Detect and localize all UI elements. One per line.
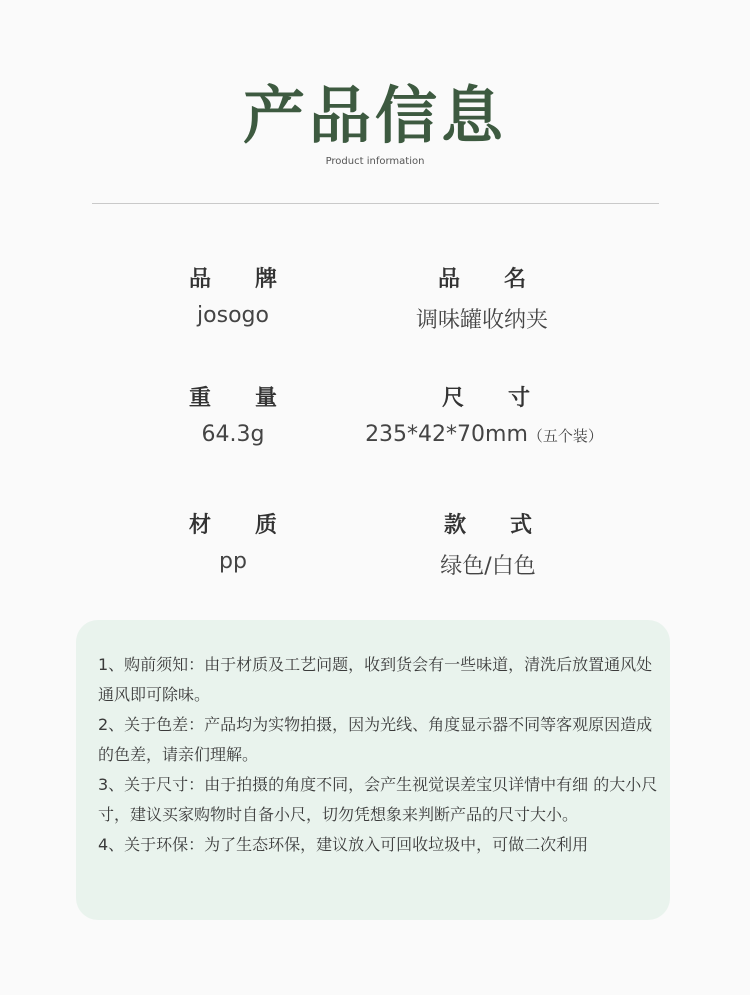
size-value: 235*42*70mm (365, 422, 528, 447)
note-item: 1、购前须知：由于材质及工艺问题，收到货会有一些味道，清洗后放置通风处通风即可除味。 (98, 655, 653, 704)
divider (92, 203, 659, 204)
note-item: 3、关于尺寸：由于拍摄的角度不同，会产生视觉误差宝贝详情中有细 的大小尺寸，建议买家购物时自备小尺，切勿凭想象来判断产品的尺寸大小。 (98, 775, 658, 824)
note-item: 4、关于环保：为了生态环保，建议放入可回收垃圾中，可做二次利用 (98, 835, 589, 854)
weight-label: 重 量 (188, 386, 277, 411)
size-note: （五个装） (527, 427, 603, 445)
style-label: 款 式 (443, 513, 532, 538)
size-value-row (334, 422, 634, 447)
weight-value: 64.3g (201, 422, 265, 447)
style-value: 绿色/白色 (440, 554, 536, 579)
notes-list (98, 650, 658, 860)
material-label: 材 质 (188, 513, 277, 538)
product-name-label: 品 名 (437, 267, 526, 292)
size-label: 尺 寸 (441, 386, 530, 411)
material-value: pp (219, 549, 247, 574)
product-name-value: 调味罐收纳夹 (415, 308, 548, 333)
page-subtitle: Product information (325, 156, 425, 167)
brand-value: josogo (197, 303, 269, 328)
page-title: 产品信息 (242, 79, 507, 152)
brand-label: 品 牌 (188, 267, 277, 292)
note-item: 2、关于色差：产品均为实物拍摄，因为光线、角度显示器不同等客观原因造成的色差，请亲们理解。 (98, 715, 653, 764)
